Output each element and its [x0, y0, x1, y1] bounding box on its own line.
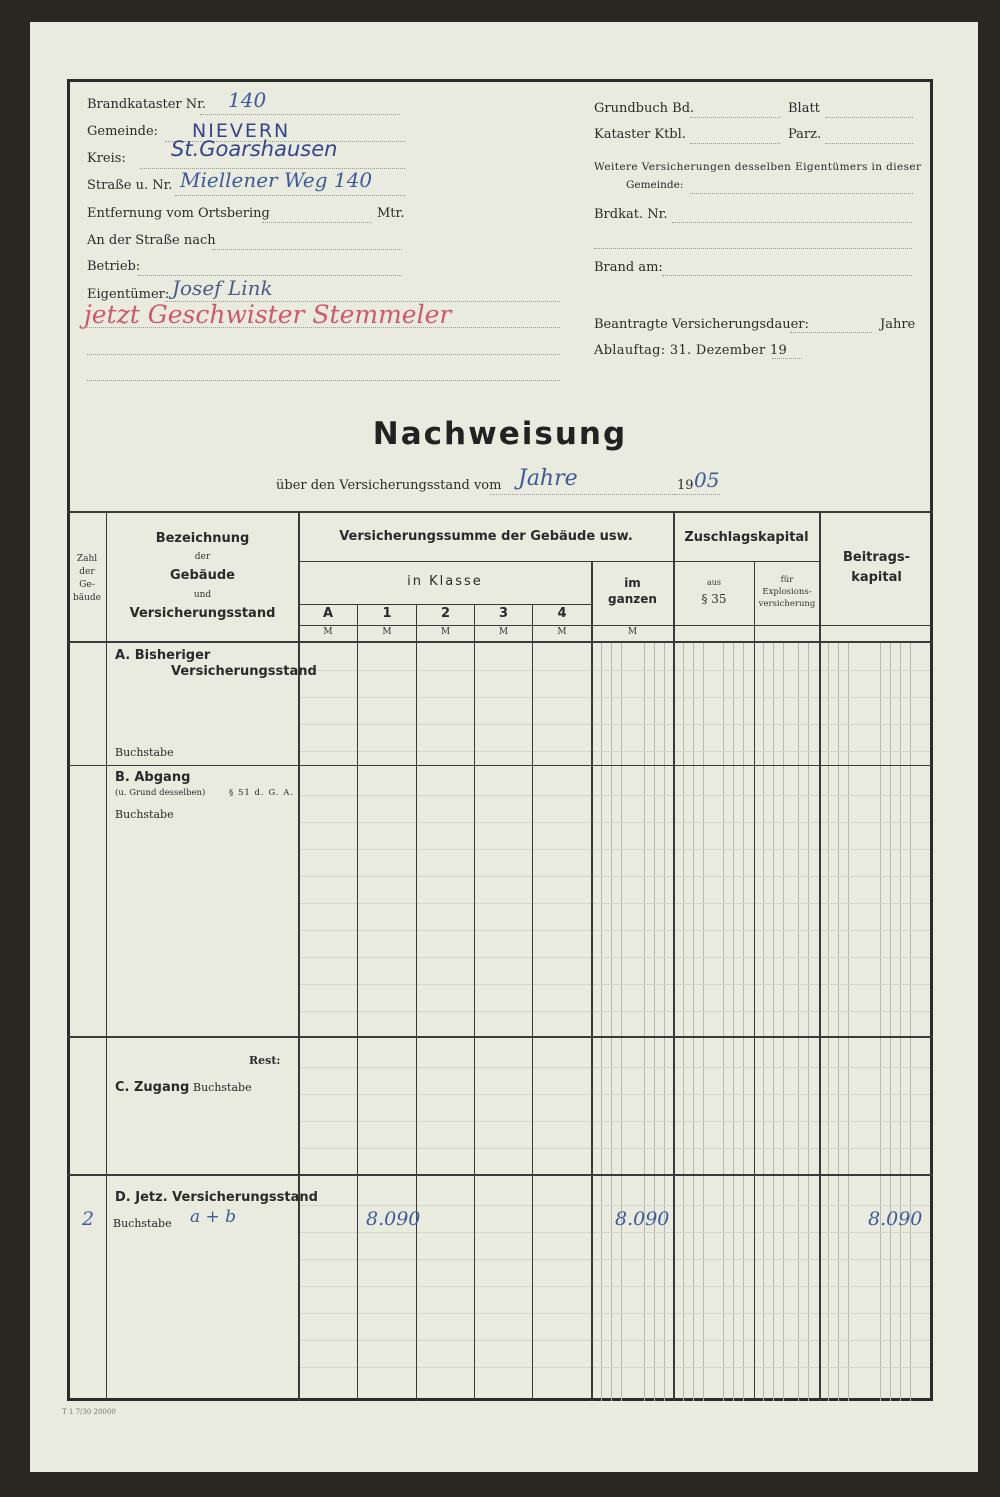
entfernung-unit: Mtr. — [377, 206, 405, 221]
section-b-title: B. Abgang — [115, 770, 191, 785]
bezeichnung-header: Bezeichnung — [155, 531, 250, 546]
in-klasse-header: in Klasse — [407, 574, 483, 589]
subtitle-text: über den Versicherungsstand vom — [276, 478, 502, 493]
unit-m: M — [627, 627, 638, 637]
section-a-title-2: Versicherungsstand — [171, 664, 317, 679]
section-d-buchstabe: Buchstabe — [113, 1217, 172, 1230]
klasse-a: A — [322, 606, 334, 621]
subtitle-handwritten: Jahre — [518, 466, 578, 491]
weitere-line1: Weitere Versicherungen desselben Eigentümers in dieser — [594, 161, 922, 173]
section-d-title: D. Jetz. Versicherungsstand — [115, 1190, 318, 1205]
d-im-ganzen-value: 8.090 — [615, 1208, 670, 1230]
strasse-label: Straße u. Nr. — [87, 178, 173, 193]
bezeichnung-gebaeude: Gebäude — [170, 568, 235, 583]
im-ganzen-2: ganzen — [608, 592, 657, 606]
bezeichnung-und: und — [193, 590, 212, 600]
brandkataster-label: Brandkataster Nr. — [87, 97, 207, 112]
kreis-label: Kreis: — [87, 151, 126, 166]
unit-m: M — [440, 627, 451, 637]
eigentuemer-value: Josef Link — [172, 276, 273, 300]
bezeichnung-versicherungsstand: Versicherungsstand — [129, 606, 276, 621]
gemeinde-label: Gemeinde: — [87, 124, 159, 139]
brdkat-label: Brdkat. Nr. — [594, 207, 668, 222]
explosions-label-1: Explosions- — [762, 587, 812, 597]
subtitle-year-prefix: 19 — [677, 478, 694, 493]
strasse-value: Miellener Weg 140 — [180, 168, 373, 192]
entfernung-label: Entfernung vom Ortsbering — [87, 206, 270, 221]
fuer-label: für — [780, 575, 794, 585]
par35-label: § 35 — [701, 592, 727, 606]
klasse-2: 2 — [440, 606, 451, 621]
unit-m: M — [323, 627, 333, 637]
brandkataster-value: 140 — [228, 88, 267, 112]
aus-label: aus — [706, 578, 722, 587]
d-klasse1-value: 8.090 — [366, 1208, 421, 1230]
jahre-label: Jahre — [880, 317, 916, 332]
versicherungssumme-header: Versicherungssumme der Gebäude usw. — [339, 529, 633, 544]
kreis-stamp: St.Goarshausen — [171, 137, 338, 161]
unit-m: M — [382, 627, 392, 637]
explosions-label-2: versicherung — [758, 599, 816, 609]
section-b-buchstabe: Buchstabe — [115, 808, 174, 821]
parz-label: Parz. — [788, 127, 822, 142]
im-ganzen-1: im — [624, 576, 641, 590]
section-d-buchstabe-value: a + b — [190, 1207, 237, 1227]
unit-m: M — [557, 627, 567, 637]
beitrags-header-2: kapital — [851, 570, 902, 585]
section-c-title: C. Zugang — [115, 1080, 190, 1095]
section-a-title: A. Bisheriger — [115, 648, 211, 663]
zahl-header: Zahl der Ge- bäude — [72, 554, 101, 603]
klasse-4: 4 — [557, 606, 567, 621]
blatt-label: Blatt — [788, 101, 820, 116]
klasse-3: 3 — [498, 606, 509, 621]
beitrags-header-1: Beitrags- — [842, 550, 911, 565]
section-b-para: § 51 d. G. A. — [229, 788, 295, 798]
section-c-buchstabe: Buchstabe — [193, 1081, 252, 1094]
section-a-buchstabe: Buchstabe — [115, 746, 174, 759]
grundbuch-label: Grundbuch Bd. — [594, 101, 695, 116]
kataster-label: Kataster Ktbl. — [594, 127, 686, 142]
weitere-line2: Gemeinde: — [626, 179, 684, 191]
subtitle-year-suffix: 05 — [694, 468, 720, 492]
eigentuemer-neu: jetzt Geschwister Stemmeler — [84, 300, 452, 329]
d-zahl-value: 2 — [82, 1208, 95, 1230]
rest-label: Rest: — [249, 1054, 281, 1067]
brand-label: Brand am: — [594, 260, 663, 275]
d-beitrag-value: 8.090 — [868, 1208, 923, 1230]
eigentuemer-label: Eigentümer: — [87, 287, 170, 302]
gemeinde-stamp: NIEVERN — [192, 120, 291, 142]
ablauftag-label: Ablauftag: 31. Dezember 19 — [594, 343, 788, 358]
an-der-strasse-label: An der Straße nach — [87, 233, 216, 248]
dauer-label: Beantragte Versicherungsdauer: — [594, 317, 809, 332]
page-title: Nachweisung — [372, 416, 628, 452]
betrieb-label: Betrieb: — [87, 259, 141, 274]
bezeichnung-der: der — [194, 552, 211, 562]
section-b-sub: (u. Grund desselben) — [115, 788, 206, 798]
footer-code: T 1 7/30 20000 — [62, 1408, 116, 1416]
klasse-1: 1 — [382, 606, 392, 621]
unit-m: M — [498, 627, 509, 637]
zuschlag-header: Zuschlagskapital — [684, 530, 809, 545]
